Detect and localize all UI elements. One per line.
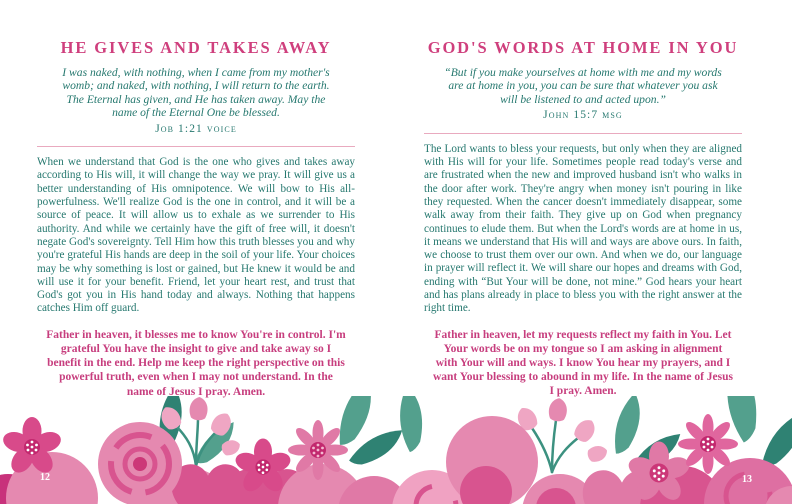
left-devotional-body: When we understand that God is the one who gives and takes away according to His will, it will change the way we pray. It will give us a better understanding of His omnipotence. We will bow to His all-powerfulness. We'll realize God is the one in control, and it will be a source of peace. It will allow us to exhale as we surrender to His authority. And while we certainly have the gift of free will, it doesn't negate God's sovereignty. Tell Him how this truth blesses you and why you're grateful His hands are deep in the soil of your life. Your choices may be why something is lost or gained, but He knew it would be and will use it for your benefit. Friend, let your heart rest, and trust that God's got you in His hand today and always. Nothing that happens catches Him off guard.: [37, 156, 355, 315]
left-scripture-reference: Job 1:21 voice: [155, 122, 237, 135]
right-scripture-reference: John 15:7 msg: [543, 109, 623, 122]
left-scripture-verse: I was naked, with nothing, when I came from my mother's womb; and naked, with nothing, I will return to the earth. The Eternal has given, and He has taken away. May the name of the Eternal One be blessed.: [62, 66, 330, 120]
daisy-flower: [678, 414, 738, 474]
daisy-flower: [288, 420, 348, 480]
left-prayer: Father in heaven, it blesses me to know You're in control. I'm grateful You have the insight to give and take away so I benefit in the end. Help me keep the right perspective on this powerful truth, even when I may not understand. In the name of Jesus I pray. Amen.: [46, 328, 346, 398]
left-page: [37, 0, 355, 399]
page-number-left: 12: [40, 472, 50, 483]
left-page-title: HE GIVES AND TAKES AWAY: [60, 38, 332, 57]
floral-border-illustration: [0, 396, 792, 504]
rose-flower: [98, 422, 182, 504]
right-page-title: GOD'S WORDS AT HOME IN YOU: [427, 38, 739, 57]
right-scripture-verse: “But if you make yourselves at home with me and my words are at home in you, you can be sure that whatever you ask will be listened to and acted upon.”: [444, 66, 722, 106]
page-number-right: 13: [742, 474, 752, 485]
left-divider-rule: [37, 146, 355, 147]
right-divider-rule: [424, 133, 742, 134]
right-devotional-body: The Lord wants to bless your requests, but only when they are aligned with His will for your life. Sometimes people read today's verse and are frustrated when the new and improved husband isn't who walks in the door after work. They're angry when money isn't pouring in like they requested. When the cancer doesn't immediately disappear, some walk away from their faith. They give up on God when pregnancy continues to elude them. But when the Lord's words are at home in us, it means we understand that His will and ways are above ours. In faith, we choose to trust them over our own. And when we do, our language in prayer will reflect it. We will share our hopes and dreams with God, ending with “But Your will be done, not mine.” God hears your heart and has plans already in place to bless you with the right answer at the right time.: [424, 142, 742, 315]
right-prayer: Father in heaven, let my requests reflect my faith in You. Let Your words be on my tongue so I am asking in alignment with Your will and ways. I know You hear my prayers, and I want Your blessing to abound in my life. In the name of Jesus I pray. Amen.: [432, 328, 733, 398]
right-page: [424, 0, 742, 399]
